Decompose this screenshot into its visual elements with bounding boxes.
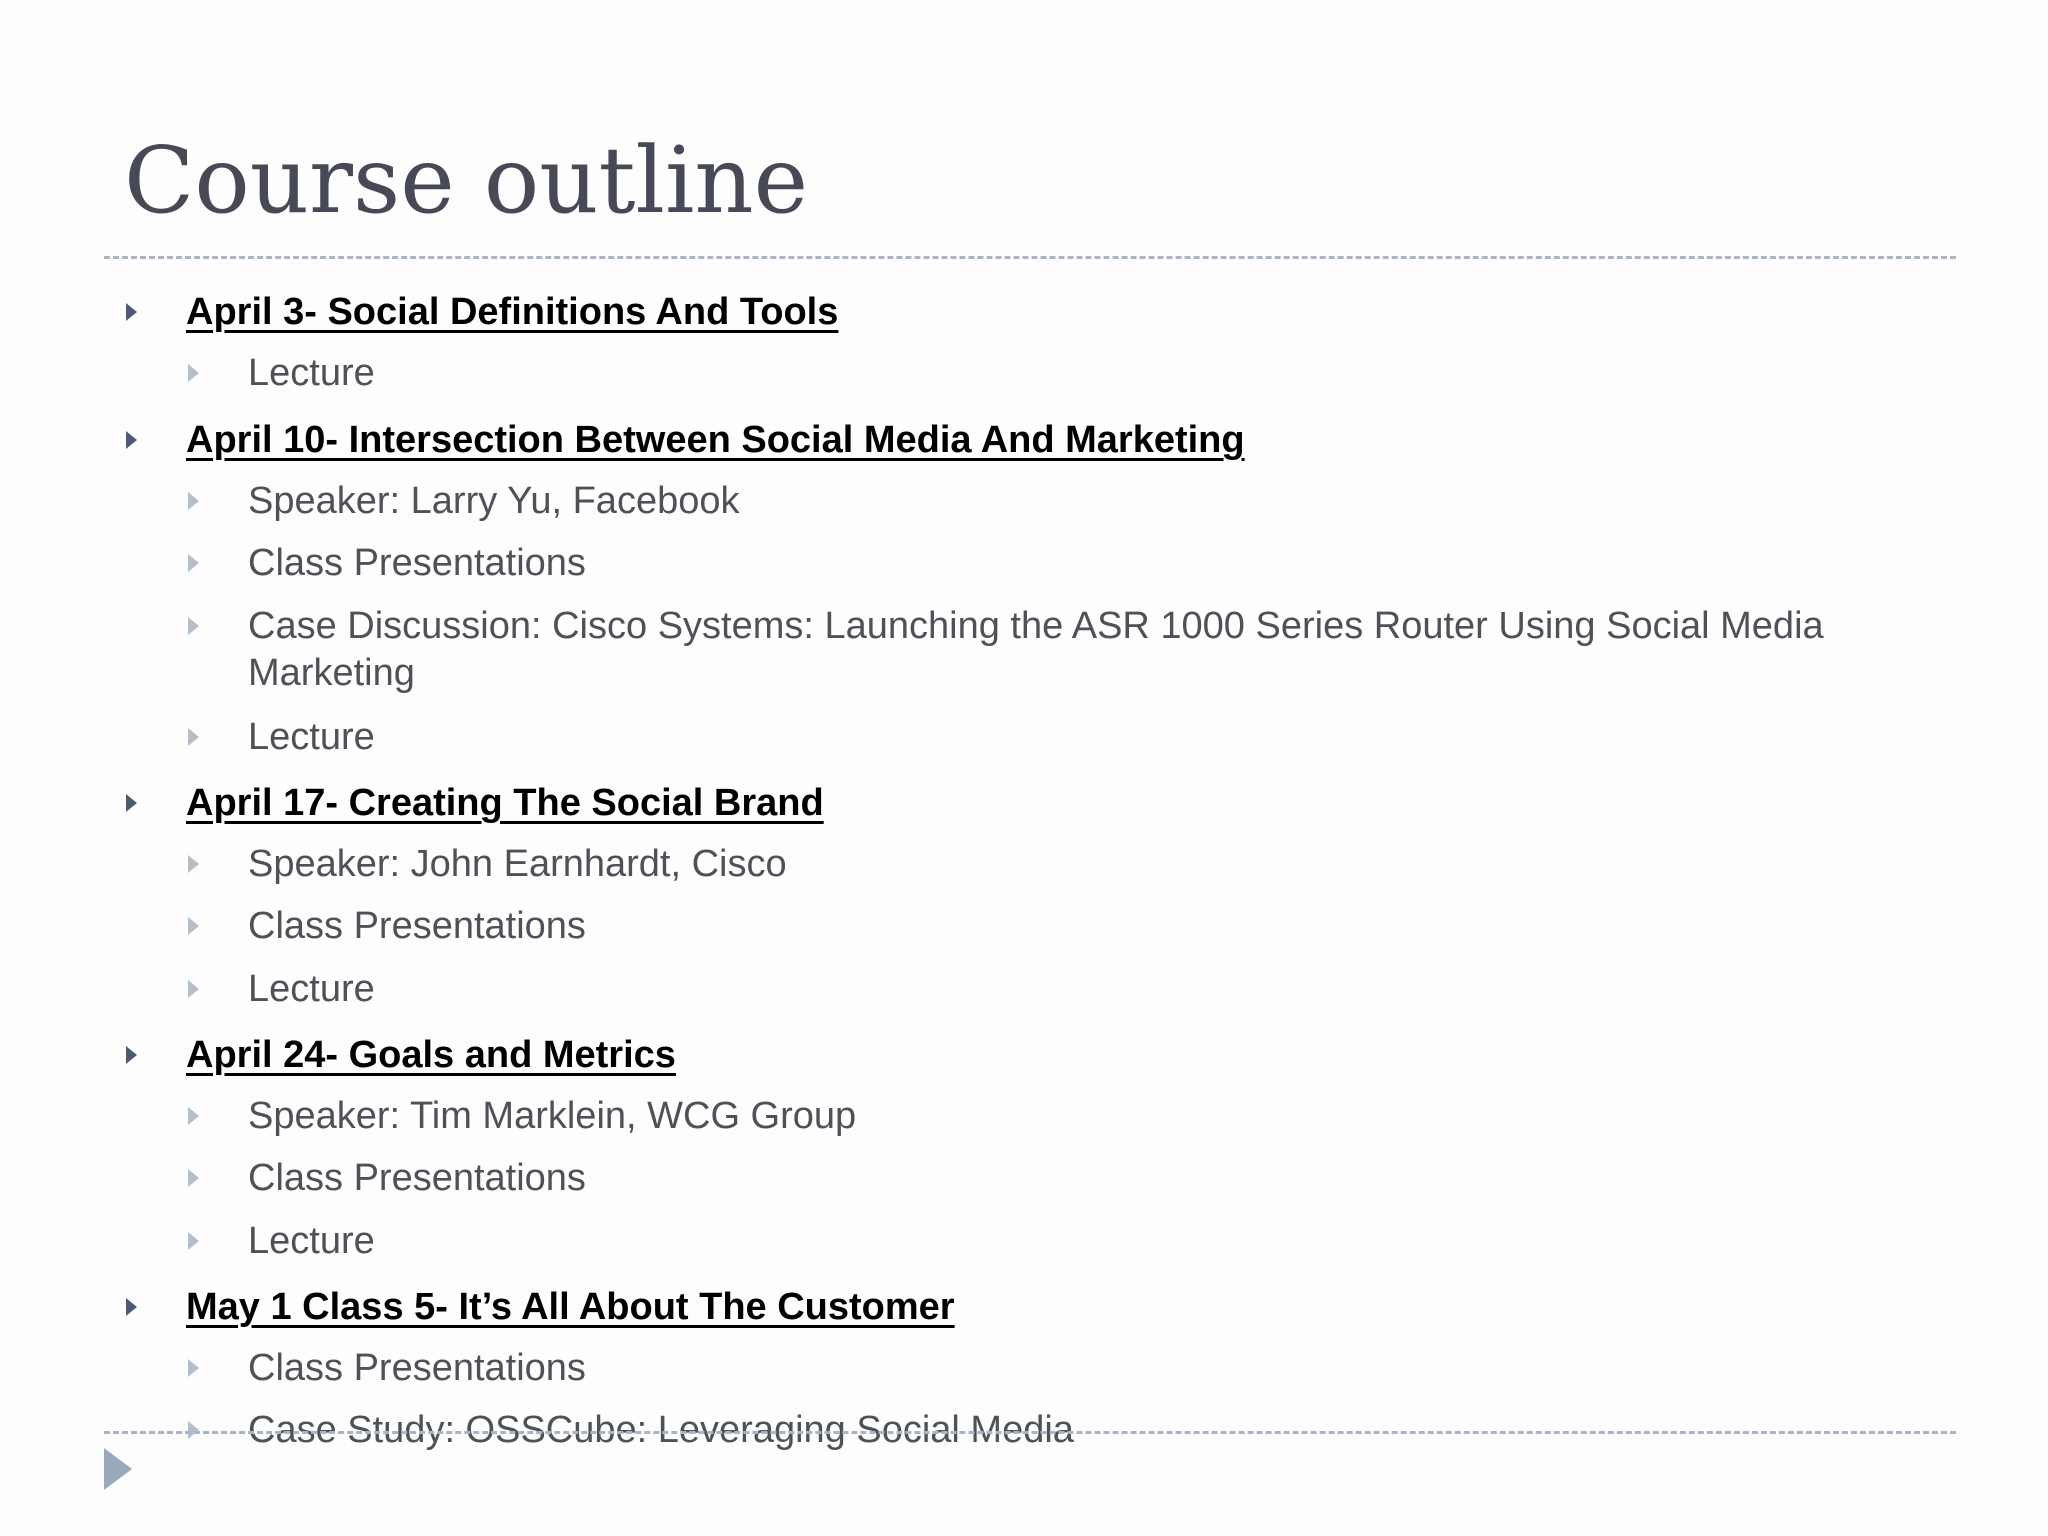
triangle-bullet-icon [188,1421,199,1439]
outline-item-text: Class Presentations [248,542,586,584]
triangle-bullet-icon [126,1298,137,1316]
outline-item-text: Class Presentations [248,1347,586,1389]
triangle-bullet-icon [188,1107,199,1125]
outline-item-text: Case Study: OSSCube: Leveraging Social Media [248,1409,1074,1451]
triangle-bullet-icon [188,554,199,572]
outline-item-text: Lecture [248,1220,375,1262]
footer-divider [104,1431,1956,1434]
triangle-bullet-icon [188,917,199,935]
triangle-bullet-icon [188,1359,199,1377]
triangle-bullet-icon [126,431,137,449]
triangle-bullet-icon [188,855,199,873]
outline-item-text: May 1 Class 5- It’s All About The Customer [186,1286,955,1328]
outline-item-text: Class Presentations [248,1157,586,1199]
slide-title: Course outline [124,127,809,234]
triangle-bullet-icon [188,1169,199,1187]
triangle-bullet-icon [188,617,199,635]
outline-item-text: April 10- Intersection Between Social Media And Marketing [186,419,1245,461]
triangle-bullet-icon [188,364,199,382]
outline-item-text: Speaker: John Earnhardt, Cisco [248,843,787,885]
triangle-bullet-icon [126,794,137,812]
triangle-bullet-icon [188,728,199,746]
title-divider [104,256,1956,259]
outline-item-text: Speaker: Tim Marklein, WCG Group [248,1095,857,1137]
outline-item-text: April 24- Goals and Metrics [186,1034,676,1076]
outline-item-text: Lecture [248,352,375,394]
triangle-bullet-icon [126,303,137,321]
triangle-bullet-icon [188,980,199,998]
outline-item-text: Lecture [248,968,375,1010]
outline-item-text: April 3- Social Definitions And Tools [186,291,839,333]
outline-item-text: April 17- Creating The Social Brand [186,782,824,824]
outline-item-text: Lecture [248,716,375,758]
play-arrow-icon [104,1448,132,1490]
outline-item-text: Speaker: Larry Yu, Facebook [248,480,740,522]
outline-item-text: Class Presentations [248,905,586,947]
triangle-bullet-icon [188,1232,199,1250]
triangle-bullet-icon [188,492,199,510]
triangle-bullet-icon [126,1046,137,1064]
outline-item-text: Case Discussion: Cisco Systems: Launching the ASR 1000 Series Router Using Social Media Marketing [248,605,1824,694]
